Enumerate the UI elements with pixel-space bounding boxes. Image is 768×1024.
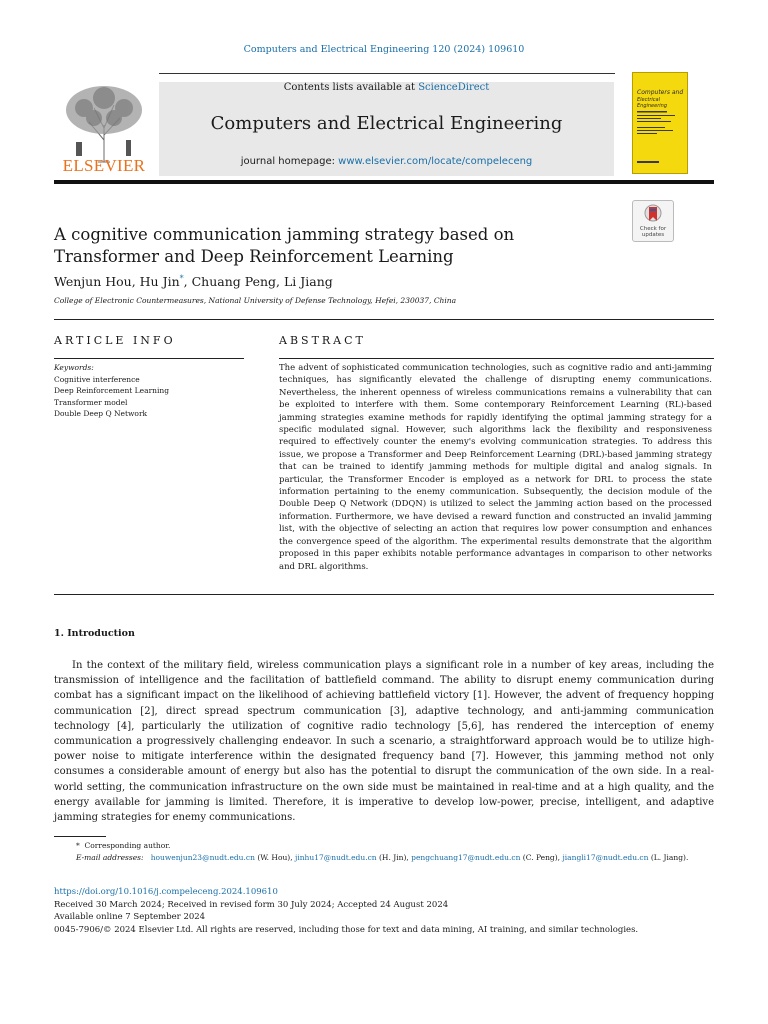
authors-part-a: Wenjun Hou, Hu Jin xyxy=(54,274,180,290)
footnotes xyxy=(54,840,714,863)
journal-homepage-link[interactable]: www.elsevier.com/locate/compeleceng xyxy=(338,156,533,167)
publisher-name: ELSEVIER xyxy=(62,156,146,175)
publication-info xyxy=(54,886,714,936)
contents-line xyxy=(159,82,614,93)
keyword-item: Deep Reinforcement Learning xyxy=(54,386,170,395)
contents-prefix: Contents lists available at xyxy=(283,82,419,93)
journal-cover-thumbnail[interactable] xyxy=(632,72,688,174)
email-owner: (C. Peng), xyxy=(520,852,563,862)
corresponding-author-text: Corresponding author. xyxy=(84,841,171,850)
keyword-item: Cognitive interference xyxy=(54,374,140,384)
cover-text-lines-icon xyxy=(637,109,683,169)
sciencedirect-link[interactable]: ScienceDirect xyxy=(418,82,490,93)
abstract-rule xyxy=(279,358,714,359)
check-for-updates-button[interactable] xyxy=(632,200,674,242)
crossmark-icon xyxy=(644,204,662,225)
homepage-prefix: journal homepage: xyxy=(240,156,339,167)
homepage-line xyxy=(159,156,614,167)
abstract-divider xyxy=(54,594,714,595)
keywords-label: Keywords: xyxy=(54,363,94,372)
journal-title: Computers and Electrical Engineering xyxy=(210,113,563,134)
email-link[interactable]: houwenjun23@nudt.edu.cn xyxy=(150,852,255,862)
email-link[interactable]: jiangli17@nudt.edu.cn xyxy=(562,852,649,862)
journal-masthead xyxy=(54,72,714,182)
masthead-bottom-rule xyxy=(54,180,714,184)
publication-history: Received 30 March 2024; Received in revised form 30 July 2024; Accepted 24 August 2024 xyxy=(54,899,449,910)
article-title: A cognitive communication jamming strategy based on Transformer and Deep Reinforcement Learning xyxy=(54,225,515,266)
email-owner: (W. Hou), xyxy=(254,852,295,862)
crossmark-label xyxy=(633,226,673,238)
email-addresses xyxy=(54,852,714,864)
email-link[interactable]: pengchuang17@nudt.edu.cn xyxy=(411,852,521,862)
abstract-heading: ABSTRACT xyxy=(279,334,366,347)
authors-part-b: , Chuang Peng, Li Jiang xyxy=(183,274,333,290)
cover-title-line-1: Computers and xyxy=(637,89,684,96)
footnote-mark: * xyxy=(76,841,80,850)
copyright-notice: 0045-7906/© 2024 Elsevier Ltd. All rights are reserved, including those for text and data mining, AI training, and similar technologies. xyxy=(54,924,639,935)
affiliation: College of Electronic Countermeasures, National University of Defense Technology, Hefei, 230037, China xyxy=(54,296,457,305)
email-link[interactable]: jinhu17@nudt.edu.cn xyxy=(295,852,377,862)
journal-reference-link[interactable]: Computers and Electrical Engineering 120 (2024) 109610 xyxy=(243,44,525,55)
keyword-item: Transformer model xyxy=(54,397,128,407)
introduction-paragraph: In the context of the military field, wireless communication plays a significant role in a number of key areas, including the transmission of intelligence and the facilitation of battlefield command. The ability to disrupt enemy communication during combat has a significant impact on the likelihood of achieving battlefield victory [1]. However, the advent of frequency hopping communication [2], direct spread spectrum communication [3], adaptive technology, and anti-jamming communication technology [4], particularly the utilization of cognitive radio technology [5,6], has rendered the interception of enemy communication a progressively challenging endeavor. In such a scenario, a straightforward approach would be to utilize high-power noise to mitigate interference within the designated frequency band [7]. However, this jamming method not only consumes a considerable amount of energy but also has the potential to disrupt the communication of the own side. In a real-world setting, the communication infrastructure on the own side must be maintained in real-time and at a high quality, and the energy available for jamming is limited. Therefore, it is imperative to develop low-power, precise, intelligent, and adaptive jamming strategies for enemy communications. xyxy=(54,660,714,824)
corresponding-author-note xyxy=(54,840,714,852)
doi-link[interactable]: https://doi.org/10.1016/j.compeleceng.2024.109610 xyxy=(54,887,278,897)
available-online: Available online 7 September 2024 xyxy=(54,912,206,923)
email-label: E-mail addresses: xyxy=(76,852,144,862)
masthead-title-panel xyxy=(159,82,614,176)
introduction-heading: 1. Introduction xyxy=(54,628,135,639)
keyword-item: Double Deep Q Network xyxy=(54,409,148,418)
crossmark-label-line-1: Check for xyxy=(639,226,667,232)
keywords-block xyxy=(54,362,244,420)
email-owner: (L. Jiang). xyxy=(648,852,689,862)
email-owner: (H. Jin), xyxy=(376,852,412,862)
crossmark-label-line-2: updates xyxy=(641,232,665,238)
footnote-rule xyxy=(54,836,106,837)
header-divider xyxy=(54,319,714,320)
article-info-rule xyxy=(54,358,244,359)
author-list xyxy=(54,274,333,289)
cover-title-line-2: Electrical Engineering xyxy=(637,97,667,109)
article-info-heading: ARTICLE INFO xyxy=(54,334,176,347)
corresponding-author-mark[interactable]: * xyxy=(179,274,184,283)
abstract-body: The advent of sophisticated communication technologies, such as cognitive radio and anti-jamming techniques, has significantly elevated the challenge of disrupting enemy communications. Nevertheless, the inherent openness of wireless communications remains a vulnerability that can be exploited to interfere with them. Some contemporary Reinforcement Learning (RL)-based jamming strategies examine methods for rapidly identifying the optimal jamming strategy for a specific modulated signal. However, such algorithms lack the flexibility and responsiveness required to effectively counter the enemy's evolving communication strategies. To address this issue, we propose a Transformer and Deep Reinforcement Learning (DRL)-based jamming strategy that can be trained to identify jamming methods for multiple digital and analog signals. In particular, the Transformer Encoder is employed as a network for DRL to process the state information pertaining to the enemy communication. Subsequently, the decision module of the Double Deep Q Network (DDQN) is utilized to select the jamming action based on the processed information. Furthermore, we have devised a reward function and constructed an invalid jamming list, with the objective of selecting an action that requires low power consumption and enhances the convergence speed of the algorithm. The experimental results demonstrate that the algorithm proposed in this paper exhibits notable performance advantages in comparison to other networks and DRL algorithms. xyxy=(279,363,712,572)
